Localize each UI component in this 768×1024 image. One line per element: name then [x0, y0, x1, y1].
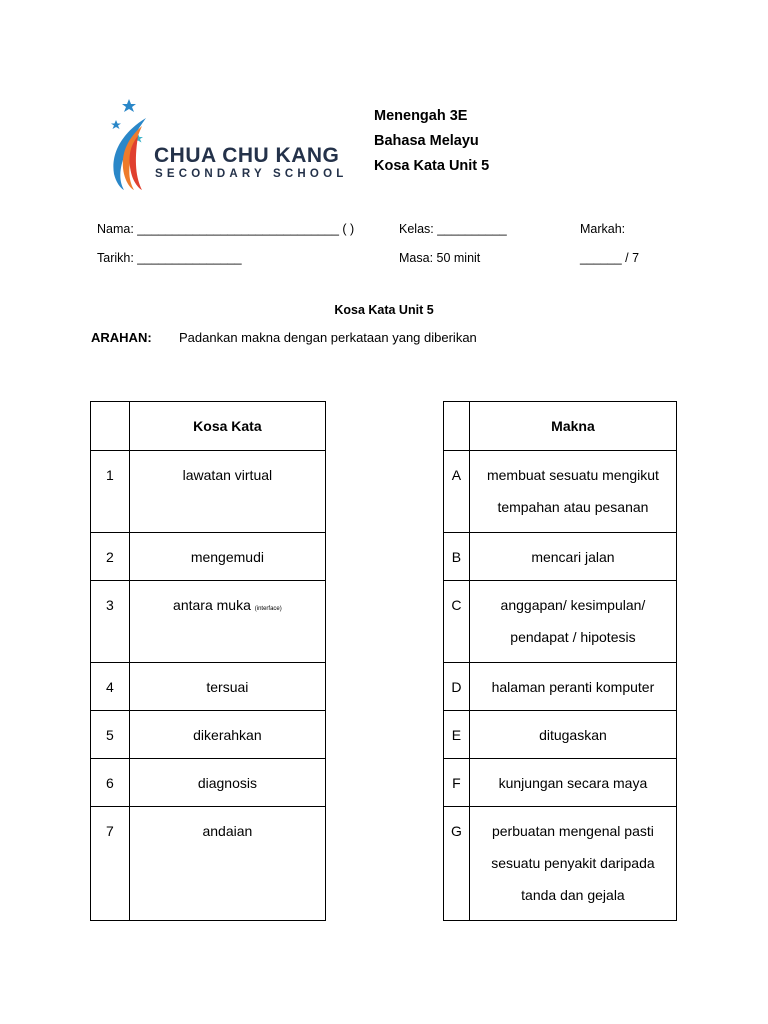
row-letter: F: [444, 759, 470, 807]
table-row: [444, 663, 677, 711]
tarikh-field: Tarikh: _______________: [97, 251, 242, 265]
kelas-field: Kelas: __________: [399, 222, 507, 236]
meaning: kunjungan secara maya: [469, 759, 676, 807]
section-title: Kosa Kata Unit 5: [334, 303, 434, 317]
table-row: [444, 807, 677, 921]
table-row: [91, 581, 326, 663]
table-row: [91, 759, 326, 807]
number-header: [91, 402, 130, 451]
vocab-word: diagnosis: [129, 759, 325, 807]
table-row: [91, 451, 326, 533]
markah-label: Markah:: [580, 222, 626, 236]
letter-header: [444, 402, 470, 451]
row-letter: C: [444, 581, 470, 663]
row-letter: B: [444, 533, 470, 581]
meaning: anggapan/ kesimpulan/ pendapat / hipotesis: [469, 581, 676, 663]
nama-field: Nama: _____________________________ ( ): [97, 222, 355, 236]
row-letter: G: [444, 807, 470, 921]
row-number: 1: [91, 451, 130, 533]
row-letter: D: [444, 663, 470, 711]
school-subtitle: SECONDARY SCHOOL: [155, 168, 348, 180]
row-letter: A: [444, 451, 470, 533]
makna-header: Makna: [469, 402, 676, 451]
masa-field: Masa: 50 minit: [399, 251, 481, 265]
school-logo: [106, 96, 348, 192]
row-number: 3: [91, 581, 130, 663]
meaning: ditugaskan: [469, 711, 676, 759]
table-row: [444, 533, 677, 581]
vocab-word: andaian: [129, 807, 325, 921]
row-number: 6: [91, 759, 130, 807]
kosa-kata-table: [90, 401, 326, 921]
vocab-word: tersuai: [129, 663, 325, 711]
school-emblem-icon: [106, 96, 154, 192]
meaning: perbuatan mengenal pasti sesuatu penyakit daripada tanda dan gejala: [469, 807, 676, 921]
class-level: Menengah 3E: [374, 108, 468, 124]
table-header-row: [444, 402, 677, 451]
school-name: CHUA CHU KANG: [154, 144, 340, 167]
table-row: [444, 451, 677, 533]
vocab-word: mengemudi: [129, 533, 325, 581]
worksheet-title: Kosa Kata Unit 5: [374, 158, 490, 174]
arahan-text: [179, 330, 477, 345]
makna-table: [443, 401, 677, 921]
row-letter: E: [444, 711, 470, 759]
star-icon: [122, 99, 136, 112]
markah-score: ______ / 7: [580, 251, 640, 265]
table-header-row: [91, 402, 326, 451]
row-number: 2: [91, 533, 130, 581]
table-row: [444, 581, 677, 663]
meaning: halaman peranti komputer: [469, 663, 676, 711]
row-number: 4: [91, 663, 130, 711]
row-number: 5: [91, 711, 130, 759]
meaning: membuat sesuatu mengikut tempahan atau pesanan: [469, 451, 676, 533]
vocab-word: antara muka (interface): [129, 581, 325, 663]
subject: Bahasa Melayu: [374, 133, 479, 149]
table-row: [444, 759, 677, 807]
vocab-note: (interface): [254, 606, 282, 612]
row-number: 7: [91, 807, 130, 921]
meaning: mencari jalan: [469, 533, 676, 581]
table-row: [444, 711, 677, 759]
arahan-instruction: Padankan makna dengan perkataan yang diberikan: [179, 330, 477, 345]
table-row: [91, 663, 326, 711]
arahan-label: ARAHAN:: [91, 330, 152, 345]
vocab-word: dikerahkan: [129, 711, 325, 759]
kosa-kata-header: Kosa Kata: [129, 402, 325, 451]
vocab-word: lawatan virtual: [129, 451, 325, 533]
table-row: [91, 533, 326, 581]
table-row: [91, 711, 326, 759]
star-icon: [111, 120, 121, 129]
table-row: [91, 807, 326, 921]
